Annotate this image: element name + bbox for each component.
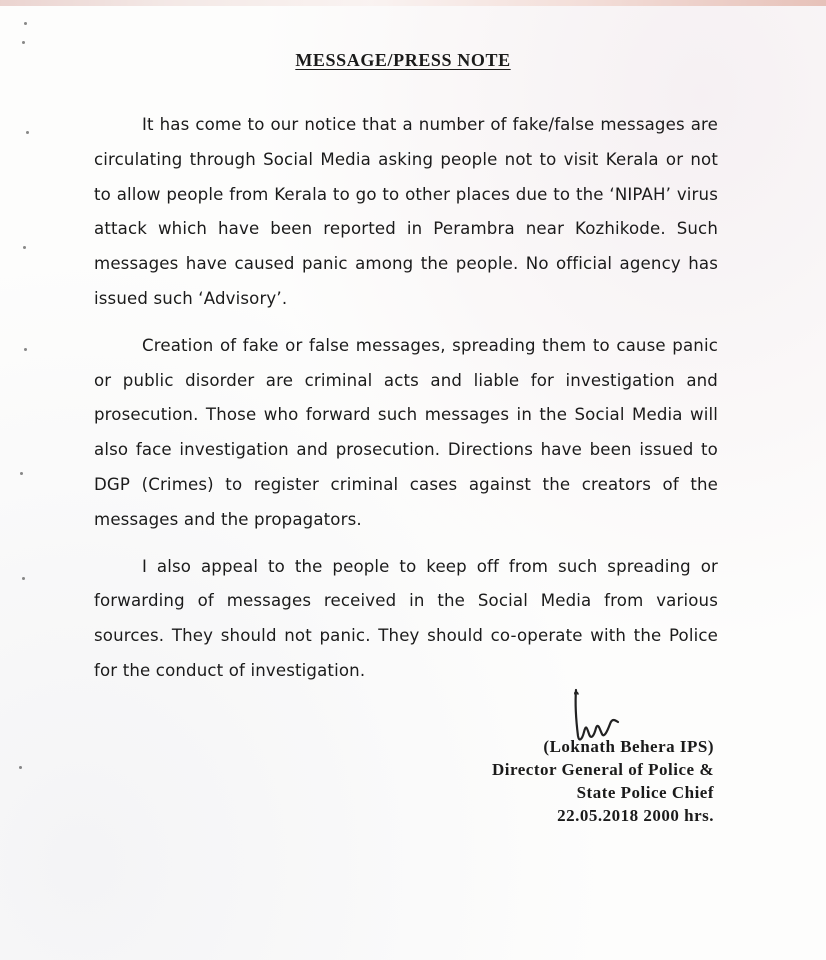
paper-mark xyxy=(22,41,25,44)
paper-edge-stain xyxy=(0,0,826,6)
paper-mark xyxy=(24,348,27,351)
paper-mark xyxy=(26,131,29,134)
paper-mark xyxy=(19,766,22,769)
paper-mark xyxy=(24,22,27,25)
signatory-designation-2: State Police Chief xyxy=(576,783,714,802)
paper-mark xyxy=(23,246,26,249)
paragraph-1: It has come to our notice that a number of fake/false messages are circulating through Social Media asking people not to visit Kerala or not to allow people from Kerala to go to other places due to the ‘NIPAH’ virus attack which have been reported in Perambra near Kozhikode. Such messages have caused panic among the people. No official agency has issued such ‘Advisory’. xyxy=(94,115,718,308)
document-title: MESSAGE/PRESS NOTE xyxy=(295,50,511,70)
paragraph-3: I also appeal to the people to keep off from such spreading or forwarding of messages received in the Social Media from various sources. They should not panic. They should co-operate with the Police for the conduct of investigation. xyxy=(94,556,718,680)
signature-block xyxy=(410,735,714,827)
paper-mark xyxy=(20,472,23,475)
signatory-designation-1: Director General of Police & xyxy=(491,760,714,779)
paper-mark xyxy=(22,577,25,580)
document-date: 22.05.2018 2000 hrs. xyxy=(557,806,714,825)
paragraph-2: Creation of fake or false messages, spreading them to cause panic or public disorder are criminal acts and liable for investigation and prosecution. Those who forward such messages in the Social Media will also face investigation and prosecution. Directions have been issued to DGP (Crimes) to register criminal cases against the creators of the messages and the propagators. xyxy=(94,335,718,529)
document-body xyxy=(94,108,718,701)
signatory-name: (Loknath Behera IPS) xyxy=(543,737,714,756)
